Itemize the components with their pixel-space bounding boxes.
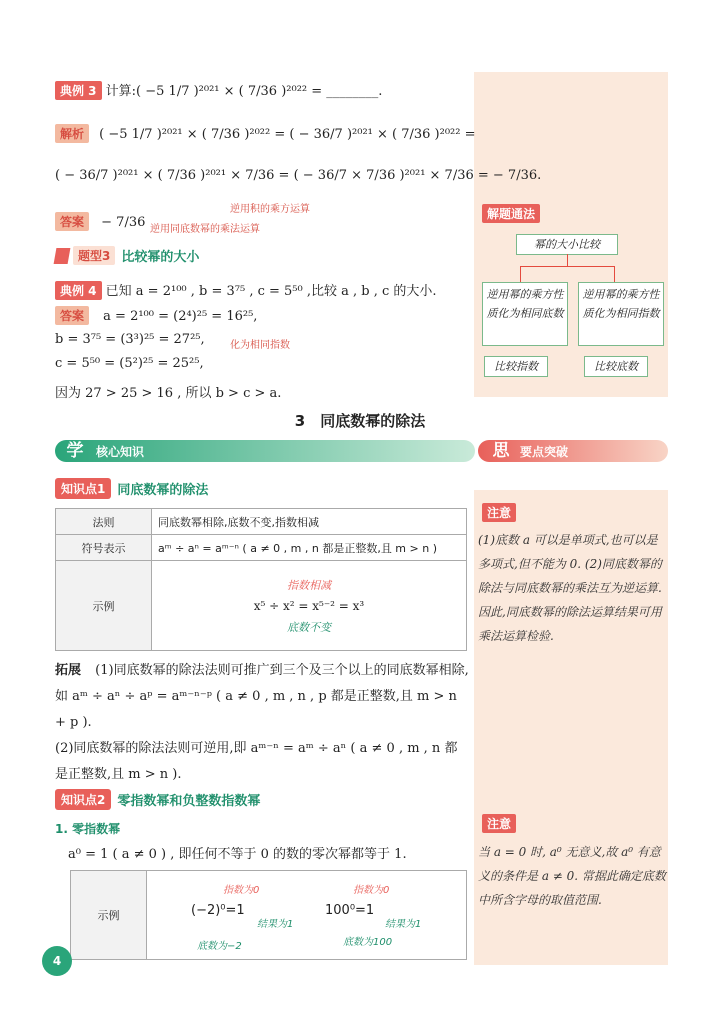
fc-right-leaf: 比较底数 <box>584 356 648 377</box>
topic3-tag: 题型3 <box>73 246 115 265</box>
example-formula: x⁵ ÷ x² = x⁵⁻² = x³ <box>253 598 365 613</box>
example4-tag: 典例 4 <box>55 281 102 300</box>
kp1-tag: 知识点1 <box>55 478 111 499</box>
note1-title: 注意 <box>482 503 516 522</box>
ex2-formula: 100⁰=1 <box>325 903 375 918</box>
ex1-res-note: 结果为1 <box>257 919 294 930</box>
extension-label: 拓展 <box>55 663 82 678</box>
topic3-header <box>55 246 199 265</box>
analysis-tag: 解析 <box>55 124 89 143</box>
example4-answer-tag: 答案 <box>55 306 89 325</box>
fc-line-root <box>567 254 568 266</box>
fc-right-mid: 逆用幂的乘方性质化为相同指数 <box>578 282 664 346</box>
page-number: 4 <box>52 954 62 968</box>
analysis-line-1: ( −5 1/7 )²⁰²¹ × ( 7/36 )²⁰²² = ( − 36/7 )²⁰²¹ × ( 7/36 )²⁰²² = <box>99 127 476 142</box>
kp1-header <box>55 477 208 499</box>
table-cell-label: 法则 <box>56 509 152 535</box>
note-reverse-power: 逆用积的乘方运算 <box>230 204 310 215</box>
note-reverse-mult: 逆用同底数幂的乘法运算 <box>150 224 260 235</box>
note2-text: 当 a = 0 时, a⁰ 无意义,故 a⁰ 有意义的条件是 a ≠ 0. 常据此确定底数中所含字母的取值范围. <box>478 845 666 907</box>
table-cell-label: 示例 <box>56 561 152 651</box>
think-label: 要点突破 <box>520 445 569 459</box>
note2-header <box>482 814 516 833</box>
example3-answer: − 7/36 <box>101 215 146 230</box>
kp2-header <box>55 788 260 810</box>
method-header <box>482 204 540 223</box>
kp1-title: 同底数幂的除法 <box>117 482 209 498</box>
ex1-formula: (−2)⁰=1 <box>191 903 245 918</box>
extension-p1: (1)同底数幂的除法法则可推广到三个及三个以上的同底数幂相除,如 aᵐ ÷ aⁿ ÷ aᵖ = aᵐ⁻ⁿ⁻ᵖ ( a ≠ 0 , m , n , p 都是正整数,且 m > n + p ). <box>55 663 469 730</box>
table-row <box>71 871 467 960</box>
example3-answer-line <box>55 212 145 231</box>
fc-left-mid: 逆用幂的乘方性质化为相同底数 <box>482 282 568 346</box>
example4-question: 已知 a = 2¹⁰⁰ , b = 3⁷⁵ , c = 5⁵⁰ ,比较 a , b , c 的大小. <box>105 284 437 299</box>
example4-answer-line <box>55 306 257 325</box>
kp2-example-label: 示例 <box>71 871 147 960</box>
note1-text: (1)底数 a 可以是单项式,也可以是多项式,但不能为 0. (2)同底数幂的除法与同底数幂的乘法互为逆运算. 因此,同底数幂的除法运算结果可用乘法运算检验. <box>478 533 662 643</box>
ex2-res-note: 结果为1 <box>385 919 422 930</box>
ex1-exp-note: 指数为0 <box>223 885 260 896</box>
kp2-table <box>70 870 467 960</box>
table-row <box>56 561 467 651</box>
fc-left-leaf: 比较指数 <box>484 356 548 377</box>
page-number-badge <box>42 946 72 976</box>
ex1-base-note: 底数为−2 <box>197 941 242 952</box>
ex2-base-note: 底数为100 <box>343 937 393 948</box>
example4-question-line <box>55 280 437 300</box>
example-top-note: 指数相减 <box>287 578 331 592</box>
topic3-title: 比较幂的大小 <box>121 250 200 265</box>
example3-analysis-line <box>55 124 476 143</box>
pencil-icon <box>54 248 71 264</box>
note2-title: 注意 <box>482 814 516 833</box>
example-bottom-note: 底数不变 <box>287 620 331 634</box>
fc-line-h <box>520 266 615 267</box>
example3-question: 计算:( −5 1/7 )²⁰²¹ × ( 7/36 )²⁰²² = ________. <box>105 84 383 99</box>
answer-tag: 答案 <box>55 212 89 231</box>
core-label: 核心知识 <box>96 445 145 459</box>
think-icon: 思 <box>492 441 510 461</box>
kp1-table <box>55 508 467 651</box>
example3-tag: 典例 3 <box>55 81 102 100</box>
line-b: b = 3⁷⁵ = (3³)²⁵ = 27²⁵, <box>55 332 205 347</box>
kp2-example-cell <box>147 871 467 960</box>
table-cell-example <box>152 561 467 651</box>
line-c: c = 5⁵⁰ = (5²)²⁵ = 25²⁵, <box>55 356 204 371</box>
section-title: 3 同底数幂的除法 <box>294 412 426 430</box>
table-row <box>56 535 467 561</box>
line-a: a = 2¹⁰⁰ = (2⁴)²⁵ = 16²⁵, <box>103 309 258 324</box>
extension-block <box>55 658 470 788</box>
kp2-rule: a⁰ = 1 ( a ≠ 0 ) , 即任何不等于 0 的数的零次幂都等于 1. <box>68 847 407 862</box>
ex2-exp-note: 指数为0 <box>353 885 390 896</box>
fc-line-r <box>614 266 615 282</box>
note1-header <box>482 503 516 522</box>
method-title: 解题通法 <box>482 204 540 223</box>
extension-p2: (2)同底数幂的除法法则可逆用,即 aᵐ⁻ⁿ = aᵐ ÷ aⁿ ( a ≠ 0 , m , n 都是正整数,且 m > n ). <box>55 741 458 782</box>
kp2-sub: 1. 零指数幂 <box>55 822 121 836</box>
core-icon: 学 <box>66 441 84 461</box>
example4-conclusion: 因为 27 > 25 > 16 , 所以 b > c > a. <box>55 386 282 401</box>
analysis-line-2: ( − 36/7 )²⁰²¹ × ( 7/36 )²⁰²¹ × 7/36 = ( − 36/7 × 7/36 )²⁰²¹ × 7/36 = − 7/36. <box>55 168 542 183</box>
example3-question-line <box>55 80 382 100</box>
table-cell-label: 符号表示 <box>56 535 152 561</box>
table-row <box>56 509 467 535</box>
table-cell-value: 同底数幂相除,底数不变,指数相减 <box>152 509 467 535</box>
fc-line-l <box>520 266 521 282</box>
fc-root: 幂的大小比较 <box>516 234 618 255</box>
kp2-tag: 知识点2 <box>55 789 111 810</box>
kp2-title: 零指数幂和负整数指数幂 <box>117 793 261 809</box>
table-cell-value: aᵐ ÷ aⁿ = aᵐ⁻ⁿ ( a ≠ 0 , m , n 都是正整数,且 m > n ) <box>152 535 467 561</box>
note-same-exponent: 化为相同指数 <box>230 340 290 351</box>
